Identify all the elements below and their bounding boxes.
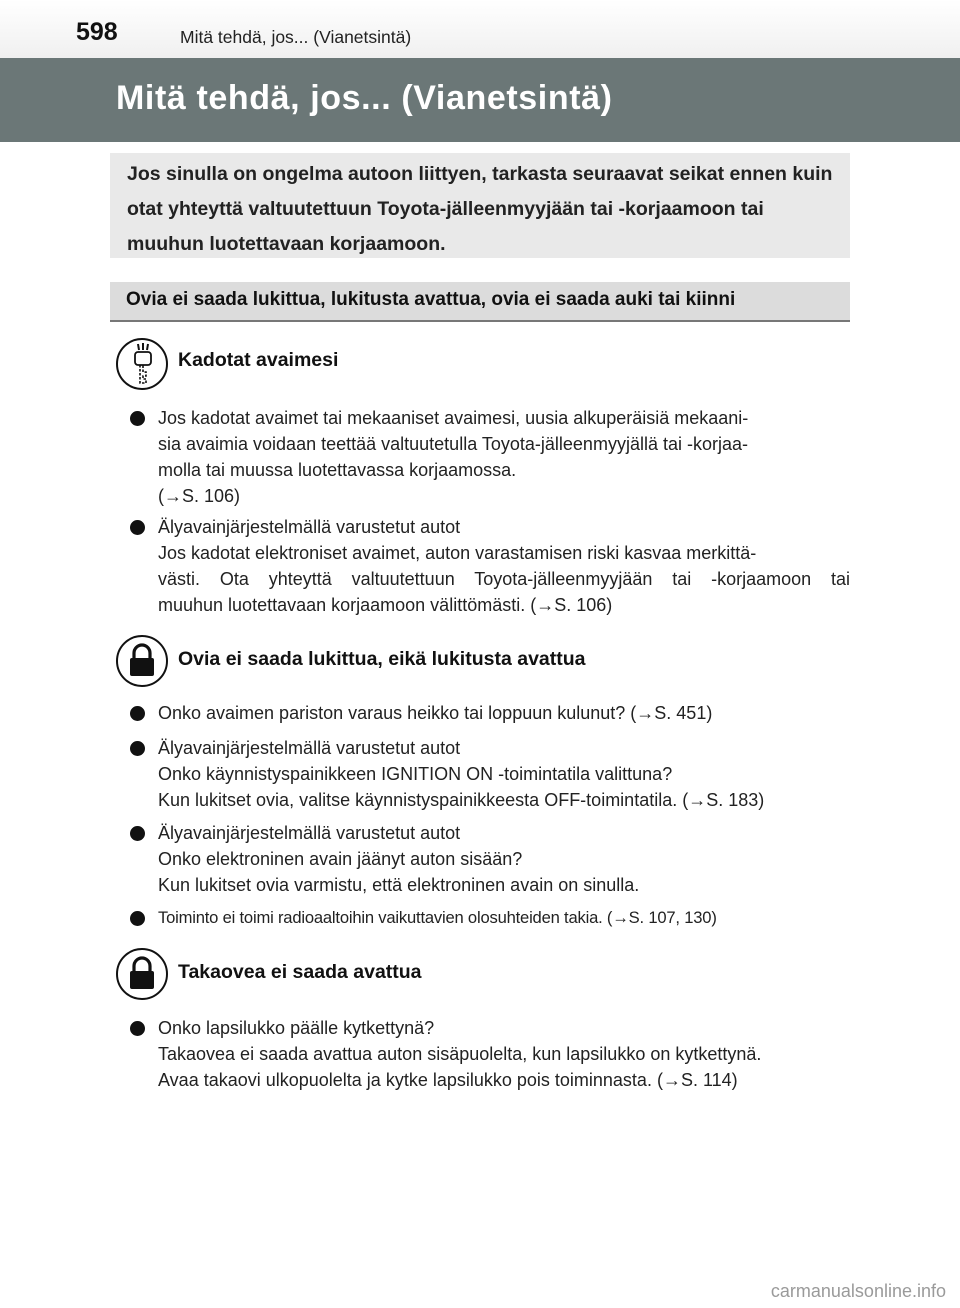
bullet-dot (130, 411, 145, 426)
bullet-dot (130, 520, 145, 535)
bullet-dot (130, 706, 145, 721)
header-strip (0, 0, 960, 58)
key-icon (116, 338, 168, 390)
subsection-heading: Kadotat avaimesi (178, 349, 339, 371)
padlock-icon (116, 948, 168, 1000)
bullet-line: Onko lapsilukko päälle kytkettynä? (158, 1018, 435, 1038)
section-heading (110, 282, 850, 322)
watermark: carmanualsonline.info (770, 1281, 946, 1301)
subsection-heading: Ovia ei saada lukittua, eikä lukitusta avattua (178, 648, 586, 670)
list-item (130, 1015, 850, 1093)
bullet-line: Älyavainjärjestelmällä varustetut autot (158, 823, 461, 843)
bullet-line: västi. Ota yhteyttä valtuutettuun Toyota-jälleenmyyjään tai -korjaamoon tai (158, 569, 850, 589)
bullet-line: muuhun luotettavaan korjaamoon välittömästi. (→S. 106) (158, 595, 613, 615)
bullet-dot (130, 911, 145, 926)
bullet-line: Toiminto ei toimi radioaaltoihin vaikuttavien olosuhteiden takia. (→S. 107, 130) (158, 908, 717, 927)
list-item (130, 514, 850, 618)
bullet-line: (→S. 106) (158, 486, 241, 506)
bullet-line: Jos kadotat avaimet tai mekaaniset avaimesi, uusia alkuperäisiä mekaani- (158, 408, 749, 428)
list-item (130, 735, 850, 813)
bullet-line: Onko käynnistyspainikkeen IGNITION ON -toimintatila valittuna? (158, 764, 673, 784)
running-title: Mitä tehdä, jos... (Vianetsintä) (180, 27, 412, 47)
list-item (130, 905, 850, 931)
page-number: 598 (76, 18, 118, 46)
list-item (130, 700, 850, 726)
page-title: Mitä tehdä, jos... (Vianetsintä) (116, 79, 613, 117)
bullet-line: Onko elektroninen avain jäänyt auton sisään? (158, 849, 523, 869)
list-item (130, 820, 850, 898)
bullet-line: Avaa takaovi ulkopuolelta ja kytke lapsilukko pois toiminnasta. (→S. 114) (158, 1070, 738, 1090)
bullet-line: Kun lukitset ovia, valitse käynnistyspainikkeesta OFF-toimintatila. (→S. 183) (158, 790, 765, 810)
padlock-icon (116, 635, 168, 687)
bullet-dot (130, 1021, 145, 1036)
title-bar (0, 58, 960, 142)
list-item (130, 405, 850, 509)
bullet-line: Jos kadotat elektroniset avaimet, auton varastamisen riski kasvaa merkittä- (158, 543, 757, 563)
subsection-heading: Takaovea ei saada avattua (178, 961, 422, 983)
bullet-line: molla tai muussa luotettavassa korjaamossa. (158, 460, 517, 480)
bullet-dot (130, 826, 145, 841)
intro-box (110, 153, 850, 258)
bullet-line: sia avaimia voidaan teettää valtuutetulla Toyota-jälleenmyyjällä tai -korjaa- (158, 434, 748, 454)
bullet-line: Takaovea ei saada avattua auton sisäpuolelta, kun lapsilukko on kytkettynä. (158, 1044, 762, 1064)
bullet-line: Älyavainjärjestelmällä varustetut autot (158, 738, 461, 758)
intro-text: Jos sinulla on ongelma autoon liittyen, tarkasta seuraavat seikat ennen kuin otat yhteyttä valtuutettuun Toyota-jälleenmyyjään tai -korjaamoon tai muuhun luotettavaan korjaamoon. (127, 163, 833, 255)
bullet-line: Kun lukitset ovia varmistu, että elektroninen avain on sinulla. (158, 875, 640, 895)
bullet-line: Älyavainjärjestelmällä varustetut autot (158, 517, 461, 537)
section-heading-text: Ovia ei saada lukittua, lukitusta avattua, ovia ei saada auki tai kiinni (126, 289, 736, 310)
bullet-line: Onko avaimen pariston varaus heikko tai loppuun kulunut? (→S. 451) (158, 703, 713, 723)
bullet-dot (130, 741, 145, 756)
